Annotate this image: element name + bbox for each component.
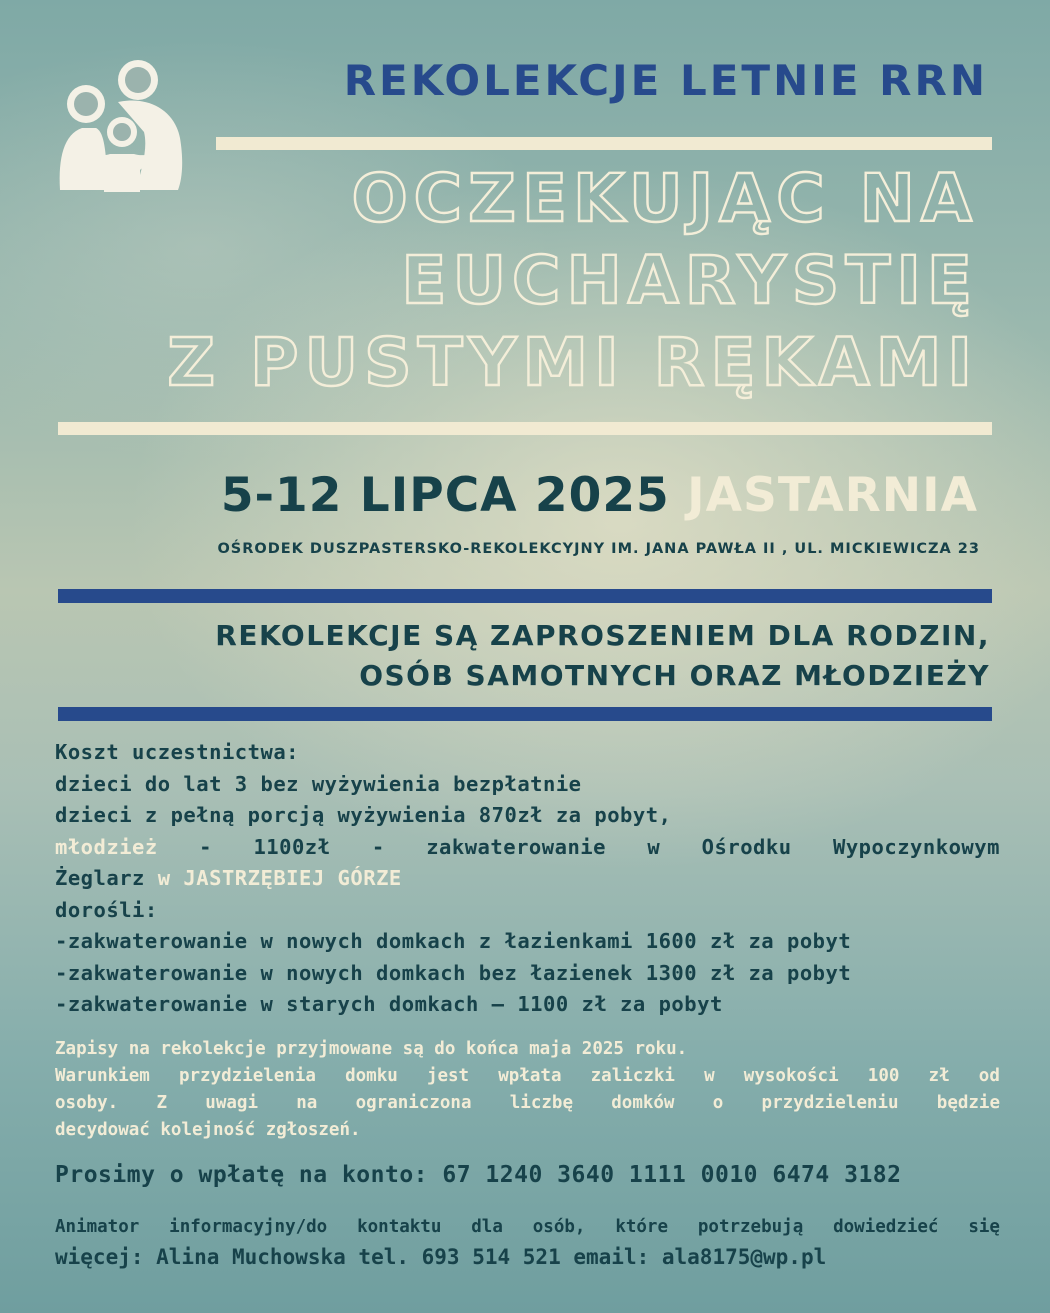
info-line1: Zapisy na rekolekcje przyjmowane są do końca maja 2025 roku. xyxy=(55,1039,688,1059)
info-word: jest xyxy=(426,1066,470,1086)
main-title-line3: Z PUSTYMI RĘKAMI xyxy=(167,324,978,401)
info-line4: decydować kolejność zgłoszeń. xyxy=(55,1120,361,1140)
contact-word: dowiedzieć xyxy=(833,1217,939,1237)
cost-adults-heading: dorośli: xyxy=(55,897,158,922)
event-date: 5-12 LIPCA 2025 xyxy=(220,468,670,523)
cost-heading: Koszt uczestnictwa: xyxy=(55,740,299,764)
cost-youth-l2-dark: Żeglarz xyxy=(55,866,145,890)
cost-youth-word: 1100zł xyxy=(253,834,331,859)
cost-youth-label: młodzież xyxy=(55,834,158,859)
cost-section xyxy=(55,737,1000,1021)
contact-word: się xyxy=(968,1217,1000,1237)
divider-blue-upper xyxy=(58,589,992,603)
info-word: ograniczona xyxy=(355,1093,472,1113)
contact-word: potrzebują xyxy=(697,1217,804,1237)
info-word: 100 xyxy=(867,1066,900,1086)
payment-account: Prosimy o wpłatę na konto: 67 1240 3640 1111 0010 6474 3182 xyxy=(55,1162,902,1188)
info-line3 xyxy=(55,1090,1000,1117)
info-word: uwagi xyxy=(205,1093,258,1113)
info-word: zł xyxy=(928,1066,950,1086)
info-word: w xyxy=(704,1066,715,1086)
contact-word: osób, xyxy=(532,1217,586,1237)
invitation-line1: REKOLEKCJE SĄ ZAPROSZENIEM DLA RODZIN, xyxy=(215,619,990,652)
main-title-line1: OCZEKUJĄC NA xyxy=(351,166,978,237)
contact-line1 xyxy=(55,1212,1000,1242)
contact-section xyxy=(55,1212,1000,1272)
info-word: domku xyxy=(345,1066,398,1086)
contact-word: Animator xyxy=(55,1217,140,1237)
event-address: OŚRODEK DUSZPASTERSKO-REKOLEKCYJNY IM. JANA PAWŁA II , UL. MICKIEWICZA 23 xyxy=(217,541,980,557)
cost-children-under3: dzieci do lat 3 bez wyżywienia bezpłatnie xyxy=(55,771,582,796)
cost-youth-word: Wypoczynkowym xyxy=(833,834,1000,859)
divider-title-cream xyxy=(58,422,992,435)
info-word: wysokości xyxy=(743,1066,839,1086)
divider-blue-lower xyxy=(58,707,992,721)
cost-children-full: dzieci z pełną porcją wyżywienia 870zł za pobyt, xyxy=(55,803,672,827)
header-title: REKOLEKCJE LETNIE RRN xyxy=(343,56,988,105)
cost-youth-l2-cream: w JASTRZĘBIEJ GÓRZE xyxy=(157,866,402,890)
main-title-line2: EUCHARYSTIĘ xyxy=(401,242,978,319)
info-word: przydzieleniu xyxy=(761,1093,899,1113)
cost-youth-location xyxy=(55,863,1000,895)
main-title xyxy=(0,166,980,406)
info-word: osoby. xyxy=(55,1093,119,1113)
info-word: Z xyxy=(156,1093,168,1113)
event-place: JASTARNIA xyxy=(687,468,978,523)
registration-info xyxy=(55,1036,1000,1144)
info-line2 xyxy=(55,1063,1000,1090)
contact-word: kontaktu xyxy=(357,1217,442,1237)
date-place-line xyxy=(221,468,978,523)
cost-youth-row xyxy=(55,832,1000,864)
cost-youth-word: - xyxy=(371,834,385,859)
info-word: zaliczki xyxy=(590,1066,675,1086)
info-word: będzie xyxy=(936,1093,1000,1113)
cost-youth-word: - xyxy=(199,834,213,859)
invitation-line2: OSÓB SAMOTNYCH ORAZ MŁODZIEŻY xyxy=(359,659,990,692)
contact-word: które xyxy=(615,1217,668,1237)
cost-adults-3: -zakwaterowanie w starych domkach – 1100 zł za pobyt xyxy=(55,992,723,1016)
contact-line2: więcej: Alina Muchowska tel. 693 514 521 email: ala8175@wp.pl xyxy=(55,1245,827,1269)
info-word: od xyxy=(978,1066,1000,1086)
info-word: na xyxy=(296,1093,318,1113)
info-word: liczbę xyxy=(509,1093,573,1113)
cost-adults-2: -zakwaterowanie w nowych domkach bez łazienek 1300 zł za pobyt xyxy=(55,960,852,985)
info-word: przydzielenia xyxy=(178,1066,316,1086)
divider-top-cream xyxy=(216,137,992,150)
cost-youth-word: Ośrodku xyxy=(701,834,792,859)
info-word: domków xyxy=(611,1093,675,1113)
info-word: o xyxy=(712,1093,724,1113)
cost-adults-1: -zakwaterowanie w nowych domkach z łazienkami 1600 zł za pobyt xyxy=(55,929,852,953)
info-word: wpłata xyxy=(498,1066,562,1086)
cost-youth-word: w xyxy=(647,834,661,859)
invitation-text xyxy=(90,616,990,696)
contact-word: informacyjny/do xyxy=(169,1217,328,1237)
info-word: Warunkiem xyxy=(55,1066,150,1086)
cost-youth-word: zakwaterowanie xyxy=(426,834,606,859)
contact-word: dla xyxy=(471,1217,503,1237)
